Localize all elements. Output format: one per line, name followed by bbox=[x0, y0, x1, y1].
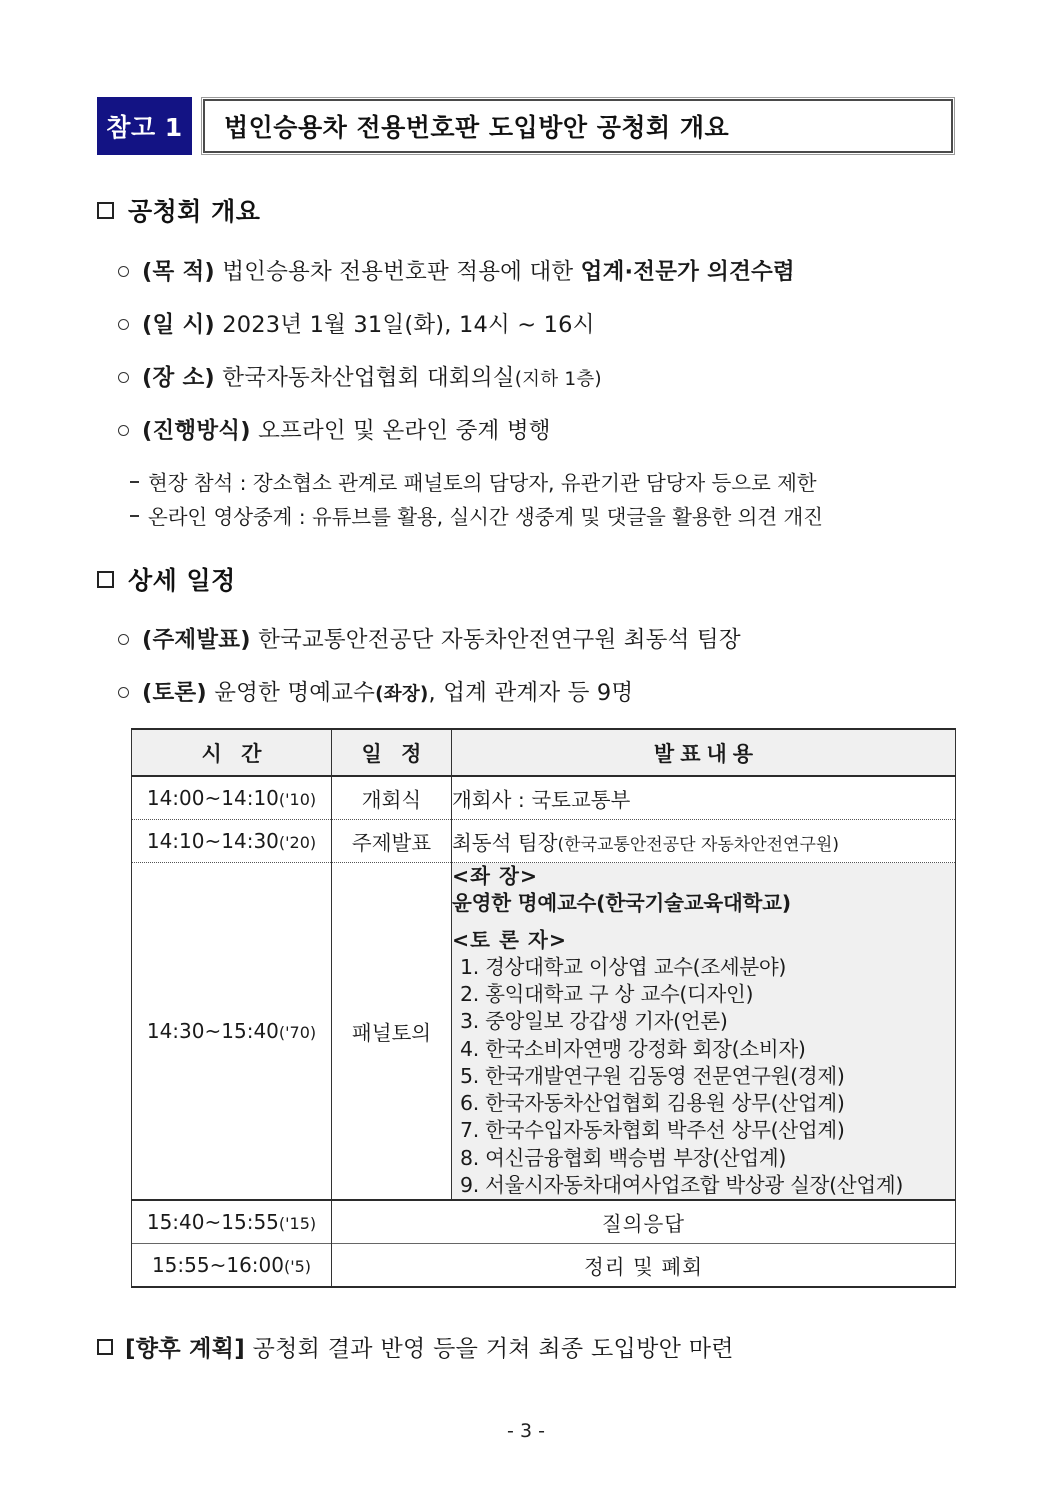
section-heading-schedule bbox=[97, 561, 236, 597]
bullet-discussion-text: 윤영한 명예교수 bbox=[206, 680, 376, 706]
future-plan-text: 공청회 결과 반영 등을 거쳐 최종 도입방안 마련 bbox=[245, 1336, 734, 1362]
table-row bbox=[132, 776, 956, 820]
time-range-qa: 15:40~15:55 bbox=[146, 1210, 279, 1234]
bullet-format bbox=[118, 413, 551, 445]
bullet-purpose-emphasis: 업계·전문가 의견수렴 bbox=[580, 259, 795, 285]
section-heading-overview bbox=[97, 192, 260, 228]
dash-online bbox=[130, 500, 823, 530]
presenter-name-2: 최동석 팀장 bbox=[452, 831, 558, 855]
bullet-format-label: (진행방식) bbox=[142, 418, 251, 444]
cell-time-closing bbox=[132, 1244, 332, 1288]
duration-2: ('20) bbox=[278, 833, 317, 852]
bullet-datetime bbox=[118, 307, 595, 339]
panel-spacer bbox=[452, 918, 955, 927]
bullet-venue-label: (장 소) bbox=[142, 365, 215, 391]
reference-header bbox=[97, 97, 955, 155]
duration-1: ('10) bbox=[278, 790, 317, 809]
bullet-discussion-after: , 업계 관계자 등 9명 bbox=[428, 680, 634, 706]
bullet-purpose bbox=[118, 254, 795, 286]
chair-name: 윤영한 명예교수(한국기술교육대학교) bbox=[452, 891, 791, 916]
bullet-keynote-label: (주제발표) bbox=[142, 627, 251, 653]
bullet-venue-note: (지하 1층) bbox=[514, 369, 602, 390]
time-range-2: 14:10~14:30 bbox=[146, 829, 279, 853]
cell-time-2 bbox=[132, 820, 332, 863]
bullet-venue-text: 한국자동차산업협회 대회의실 bbox=[214, 365, 515, 391]
bullet-discussion bbox=[118, 675, 633, 707]
list-item: 1. 경상대학교 이상엽 교수(조세분야) bbox=[460, 954, 787, 979]
presenter-affiliation-2: (한국교통안전공단 자동차안전연구원) bbox=[557, 835, 839, 855]
circle-bullet-icon bbox=[118, 266, 129, 277]
bullet-purpose-label: (목 적) bbox=[142, 259, 215, 285]
schedule-table bbox=[131, 728, 956, 1288]
chair-section-title: <좌 장> bbox=[452, 864, 539, 888]
dash-bullet-icon bbox=[130, 481, 139, 483]
list-item: 8. 여신금융협회 백승범 부장(산업계) bbox=[460, 1145, 787, 1170]
cell-agenda-panel: 패널토의 bbox=[332, 863, 452, 1201]
table-row-panel bbox=[132, 863, 956, 1201]
list-item: 9. 서울시자동차대여사업조합 박상광 실장(산업계) bbox=[460, 1172, 904, 1197]
circle-bullet-icon bbox=[118, 319, 129, 330]
duration-qa: ('15) bbox=[278, 1214, 317, 1233]
bullet-datetime-text: 2023년 1월 31일(화), 14시 ~ 16시 bbox=[214, 312, 595, 338]
section-heading-overview-label: 공청회 개요 bbox=[128, 197, 261, 226]
bullet-format-text: 오프라인 및 온라인 중계 병행 bbox=[250, 418, 551, 444]
bullet-keynote bbox=[118, 622, 741, 654]
page-title: 법인승용차 전용번호판 도입방안 공청회 개요 bbox=[224, 113, 730, 142]
bullet-datetime-label: (일 시) bbox=[142, 312, 215, 338]
duration-closing: ('5) bbox=[283, 1257, 312, 1276]
reference-badge: 참고 1 bbox=[97, 97, 192, 155]
dash-onsite bbox=[130, 466, 816, 496]
circle-bullet-icon bbox=[118, 425, 129, 436]
cell-time-1 bbox=[132, 776, 332, 820]
bullet-keynote-text: 한국교통안전공단 자동차안전연구원 최동석 팀장 bbox=[250, 627, 741, 653]
cell-agenda-1: 개회식 bbox=[332, 776, 452, 820]
cell-time-qa bbox=[132, 1200, 332, 1244]
cell-content-closing: 정리 및 폐회 bbox=[332, 1244, 956, 1288]
duration-panel: ('70) bbox=[278, 1023, 317, 1042]
square-bullet-icon bbox=[97, 202, 114, 219]
column-header-agenda: 일 정 bbox=[332, 729, 452, 776]
cell-content-2 bbox=[452, 820, 956, 863]
dash-onsite-text: 현장 참석 : 장소협소 관계로 패널토의 담당자, 유관기관 담당자 등으로 제한 bbox=[148, 471, 817, 495]
circle-bullet-icon bbox=[118, 687, 129, 698]
cell-content-panel bbox=[452, 863, 956, 1201]
circle-bullet-icon bbox=[118, 372, 129, 383]
list-item: 6. 한국자동차산업협회 김용원 상무(산업계) bbox=[460, 1091, 845, 1115]
square-bullet-icon bbox=[97, 571, 114, 588]
discussants-list bbox=[452, 954, 955, 1199]
cell-content-qa: 질의응답 bbox=[332, 1200, 956, 1244]
time-range-1: 14:00~14:10 bbox=[146, 786, 279, 810]
circle-bullet-icon bbox=[118, 634, 129, 645]
bullet-discussion-label: (토론) bbox=[142, 680, 207, 706]
title-box bbox=[201, 97, 955, 155]
cell-content-1: 개회사 : 국토교통부 bbox=[452, 776, 956, 820]
cell-agenda-2: 주제발표 bbox=[332, 820, 452, 863]
page-number: - 3 - bbox=[507, 1420, 545, 1442]
table-row bbox=[132, 1200, 956, 1244]
list-item: 5. 한국개발연구원 김동영 전문연구원(경제) bbox=[460, 1063, 845, 1088]
bullet-venue bbox=[118, 360, 602, 392]
time-range-closing: 15:55~16:00 bbox=[151, 1253, 284, 1277]
dash-bullet-icon bbox=[130, 515, 139, 517]
discussants-section-title: <토 론 자> bbox=[452, 927, 568, 952]
future-plan-line bbox=[97, 1330, 734, 1363]
table-row bbox=[132, 1244, 956, 1288]
table-header-row bbox=[132, 729, 956, 776]
bullet-discussion-chair-note: (좌장) bbox=[375, 684, 429, 705]
section-heading-schedule-label: 상세 일정 bbox=[128, 566, 236, 595]
column-header-time: 시 간 bbox=[132, 729, 332, 776]
list-item: 3. 중앙일보 강갑생 기자(언론) bbox=[460, 1009, 728, 1034]
column-header-content: 발표내용 bbox=[452, 729, 956, 776]
dash-online-text: 온라인 영상중계 : 유튜브를 활용, 실시간 생중계 및 댓글을 활용한 의견 개진 bbox=[148, 505, 823, 529]
future-plan-label: [향후 계획] bbox=[125, 1336, 246, 1362]
list-item: 2. 홍익대학교 구 상 교수(디자인) bbox=[460, 982, 754, 1006]
list-item: 4. 한국소비자연맹 강정화 회장(소비자) bbox=[460, 1036, 806, 1061]
square-bullet-icon bbox=[97, 1339, 113, 1355]
table-row bbox=[132, 820, 956, 863]
bullet-purpose-text: 법인승용차 전용번호판 적용에 대한 bbox=[214, 259, 581, 285]
list-item: 7. 한국수입자동차협회 박주선 상무(산업계) bbox=[460, 1118, 845, 1143]
cell-time-panel bbox=[132, 863, 332, 1201]
time-range-panel: 14:30~15:40 bbox=[146, 1019, 279, 1043]
